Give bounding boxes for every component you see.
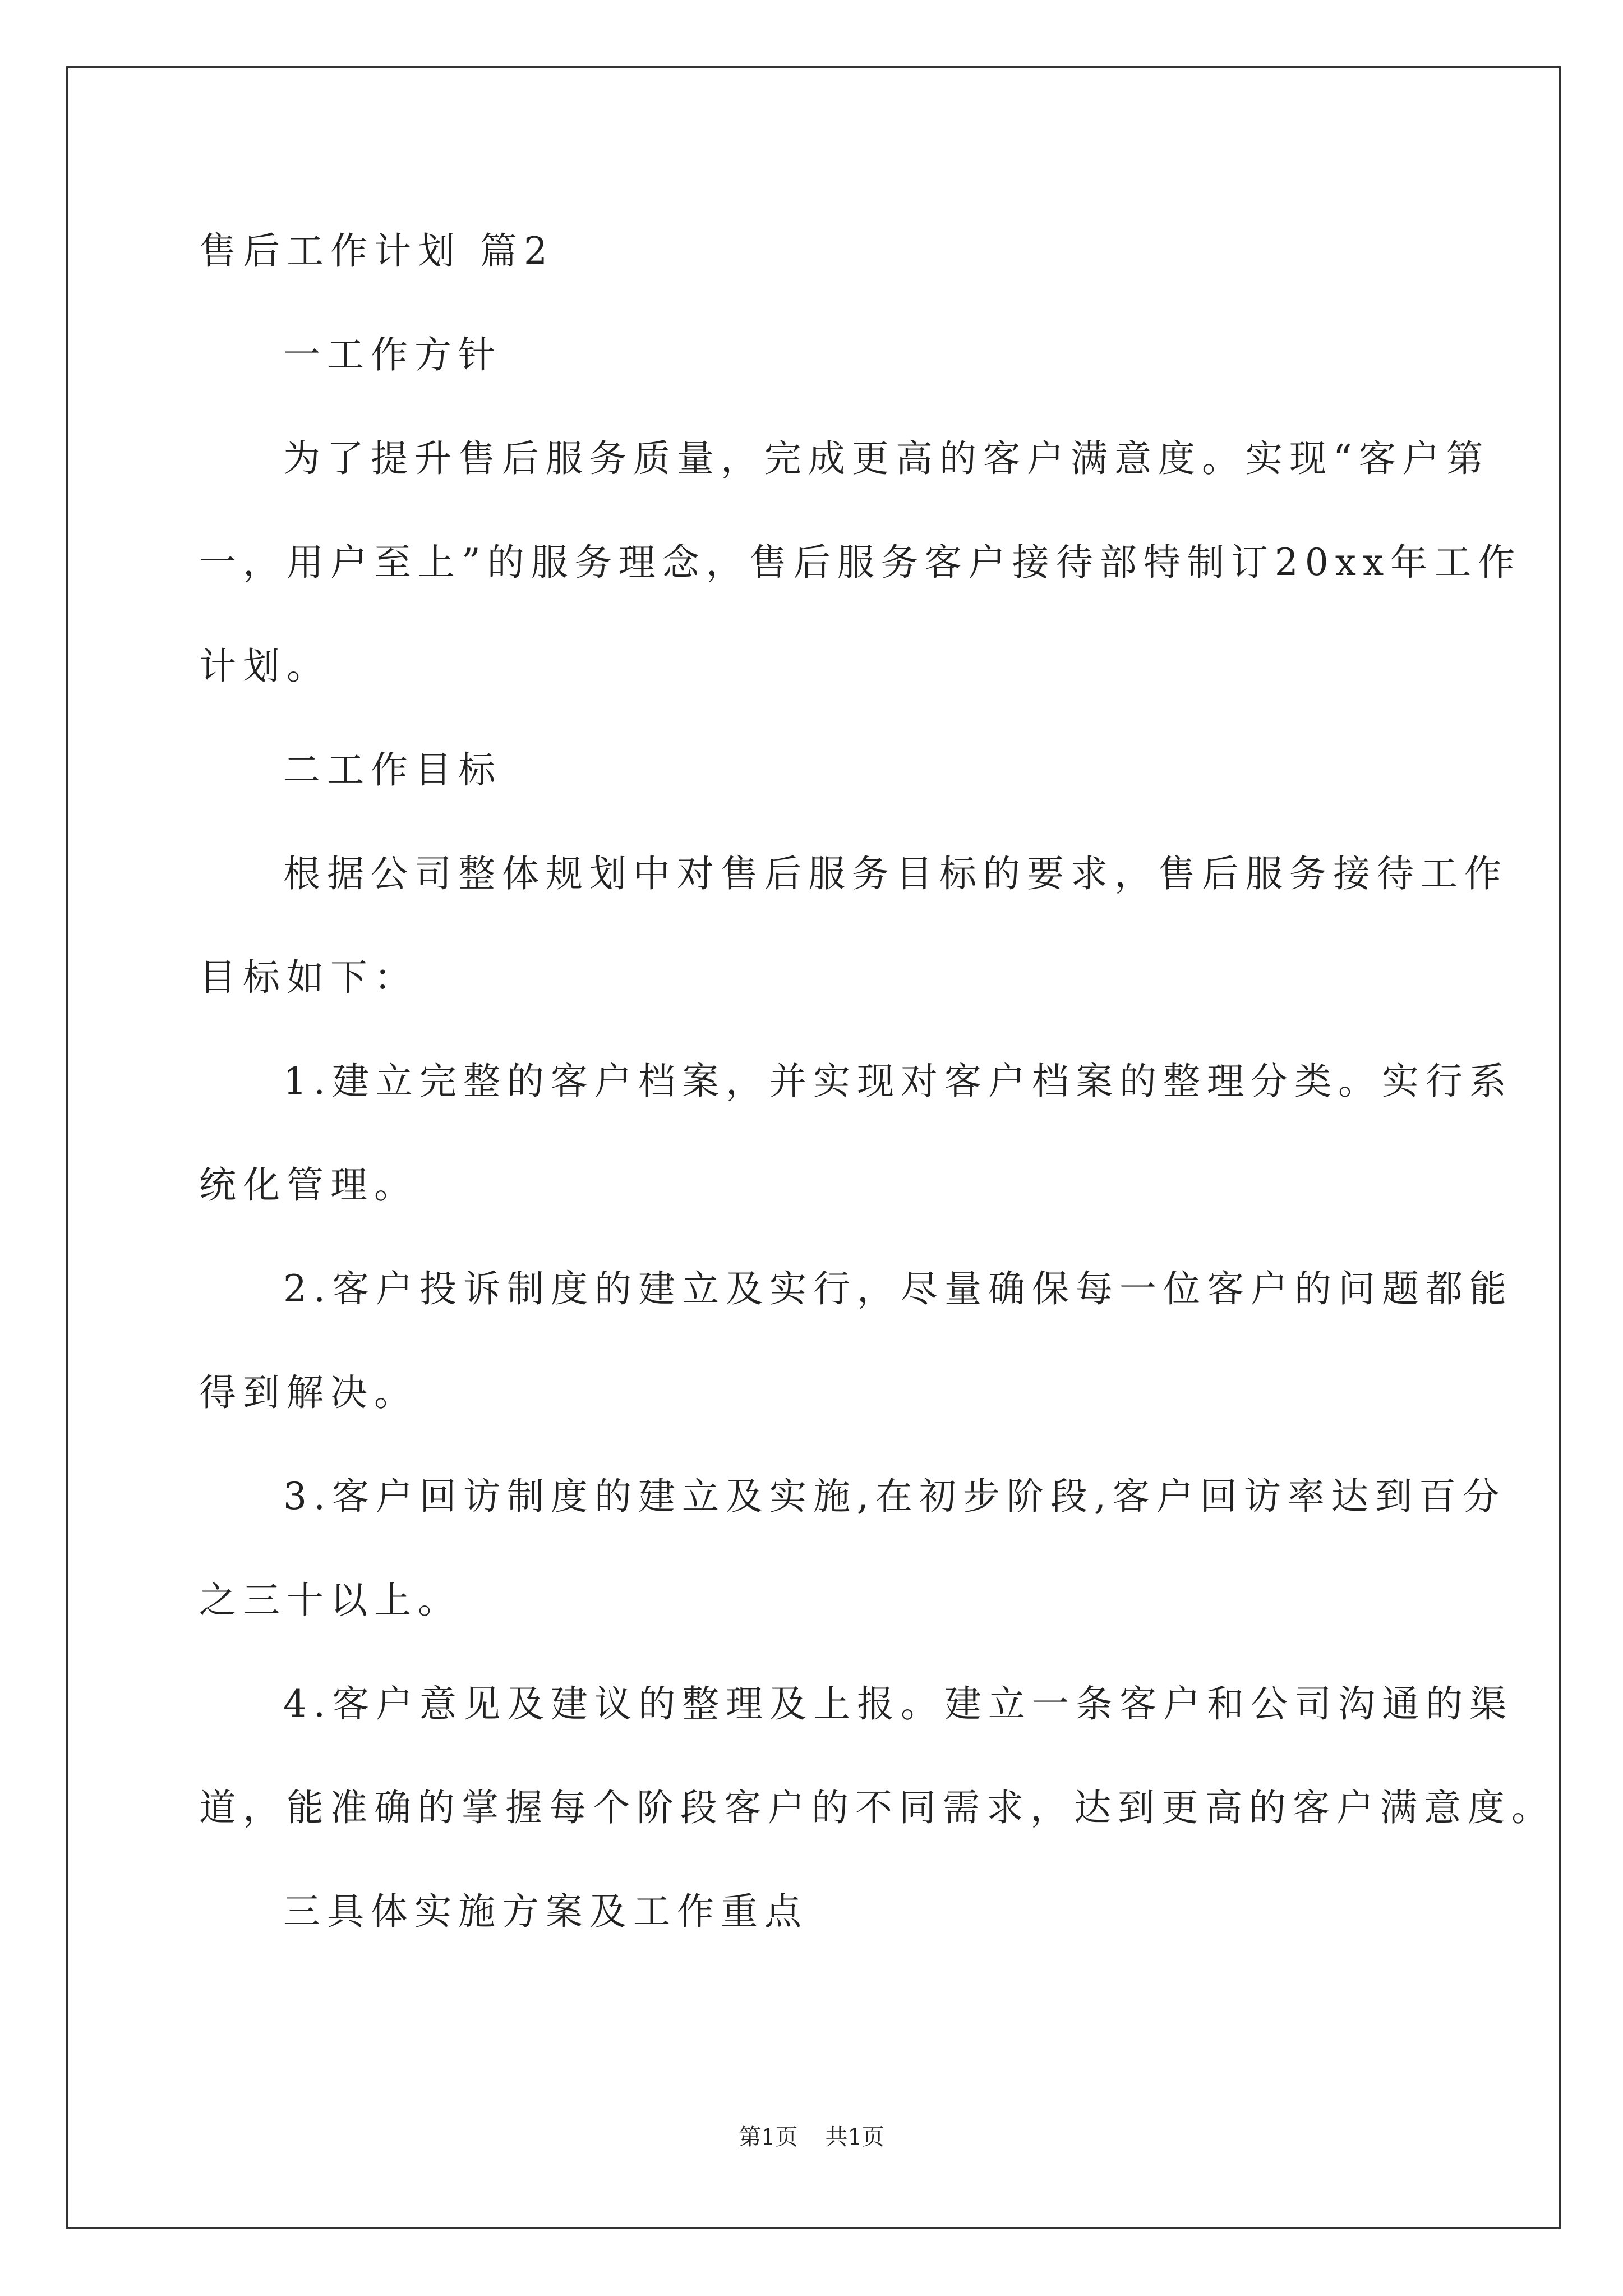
section-heading-2: 二工作目标 <box>283 748 502 792</box>
list-item-line: 3.客户回访制度的建立及实施,在初步阶段,客户回访率达到百分 <box>283 1475 1506 1518</box>
page-footer <box>0 2120 1623 2154</box>
paragraph-line: 目标如下： <box>199 956 418 999</box>
list-item-line: 2.客户投诉制度的建立及实行，尽量确保每一位客户的问题都能 <box>283 1267 1513 1310</box>
page-number: 第1页 <box>739 2124 798 2150</box>
list-item-line: 1.建立完整的客户档案，并实现对客户档案的整理分类。实行系 <box>283 1060 1513 1103</box>
page-count: 共1页 <box>825 2124 884 2150</box>
section-heading-1: 一工作方针 <box>283 333 502 376</box>
paragraph-line: 根据公司整体规划中对售后服务目标的要求，售后服务接待工作 <box>283 852 1508 895</box>
list-item-line: 道，能准确的掌握每个阶段客户的不同需求，达到更高的客户满意度。 <box>199 1786 1555 1829</box>
paragraph-line: 计划。 <box>199 645 330 688</box>
list-item-line: 4.客户意见及建议的整理及上报。建立一条客户和公司沟通的渠 <box>283 1682 1513 1726</box>
paragraph-line: 一，用户至上”的服务理念，售后服务客户接待部特制订20xx年工作 <box>199 541 1522 584</box>
section-heading-3: 三具体实施方案及工作重点 <box>283 1890 808 1933</box>
paragraph-line: 为了提升售后服务质量，完成更高的客户满意度。实现“客户第 <box>283 437 1490 480</box>
list-item-line: 得到解决。 <box>199 1371 418 1414</box>
list-item-line: 之三十以上。 <box>199 1579 462 1622</box>
list-item-line: 统化管理。 <box>199 1163 418 1207</box>
document-title: 售后工作计划 篇2 <box>199 229 554 273</box>
